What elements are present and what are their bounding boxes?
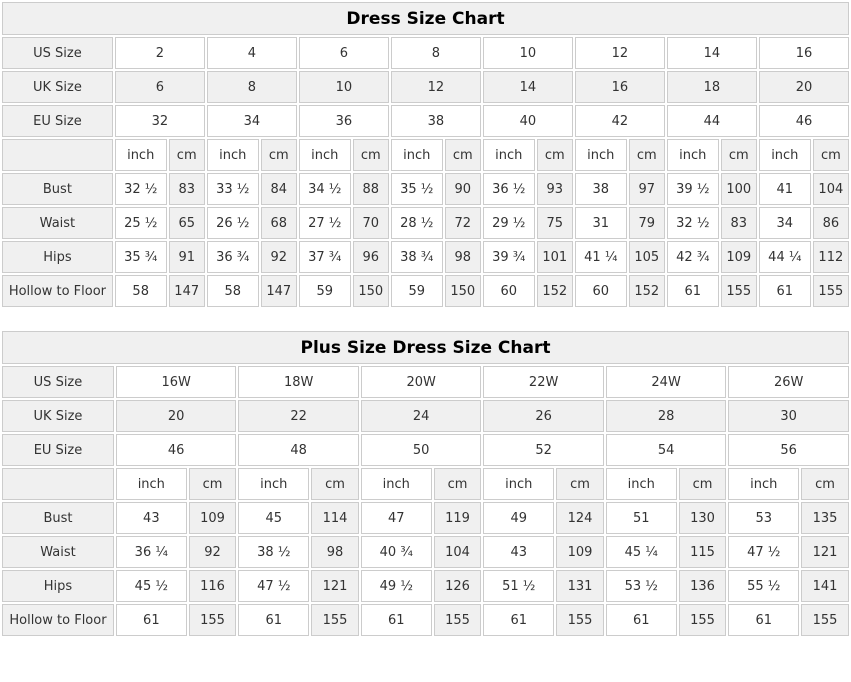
measurement-cm-cell: 116 bbox=[189, 570, 237, 602]
size-value-cell: 14 bbox=[667, 37, 757, 69]
row-label: Waist bbox=[2, 536, 114, 568]
measurement-cm-cell: 96 bbox=[353, 241, 389, 273]
measurement-inch-cell: 53 ½ bbox=[606, 570, 677, 602]
size-conversion-row bbox=[2, 400, 849, 432]
size-value-cell: 20 bbox=[759, 71, 849, 103]
measurement-cm-cell: 130 bbox=[679, 502, 727, 534]
measurement-cm-cell: 131 bbox=[556, 570, 604, 602]
measurement-inch-cell: 61 bbox=[361, 604, 432, 636]
measurement-inch-cell: 40 ¾ bbox=[361, 536, 432, 568]
measurement-cm-cell: 109 bbox=[189, 502, 237, 534]
unit-cm-header: cm bbox=[813, 139, 849, 171]
dress-size-chart-table bbox=[0, 0, 851, 309]
measurement-inch-cell: 36 ¾ bbox=[207, 241, 259, 273]
unit-inch-header: inch bbox=[391, 139, 443, 171]
measurement-cm-cell: 147 bbox=[169, 275, 205, 307]
measurement-cm-cell: 141 bbox=[801, 570, 849, 602]
measurement-inch-cell: 34 ½ bbox=[299, 173, 351, 205]
measurement-inch-cell: 49 ½ bbox=[361, 570, 432, 602]
size-value-cell: 16W bbox=[116, 366, 236, 398]
measurement-inch-cell: 36 ¼ bbox=[116, 536, 187, 568]
measurement-inch-cell: 35 ½ bbox=[391, 173, 443, 205]
measurement-inch-cell: 61 bbox=[728, 604, 799, 636]
measurement-inch-cell: 43 bbox=[116, 502, 187, 534]
size-value-cell: 2 bbox=[115, 37, 205, 69]
unit-header-row bbox=[2, 468, 849, 500]
row-label: Hollow to Floor bbox=[2, 604, 114, 636]
measurement-cm-cell: 155 bbox=[813, 275, 849, 307]
measurement-cm-cell: 91 bbox=[169, 241, 205, 273]
measurement-cm-cell: 155 bbox=[311, 604, 359, 636]
measurement-cm-cell: 155 bbox=[679, 604, 727, 636]
measurement-cm-cell: 115 bbox=[679, 536, 727, 568]
size-value-cell: 56 bbox=[728, 434, 849, 466]
size-value-cell: 28 bbox=[606, 400, 726, 432]
measurement-inch-cell: 28 ½ bbox=[391, 207, 443, 239]
measurement-row bbox=[2, 207, 849, 239]
measurement-cm-cell: 121 bbox=[801, 536, 849, 568]
size-value-cell: 30 bbox=[728, 400, 849, 432]
measurement-cm-cell: 155 bbox=[189, 604, 237, 636]
size-value-cell: 50 bbox=[361, 434, 481, 466]
size-value-cell: 44 bbox=[667, 105, 757, 137]
unit-header-row bbox=[2, 139, 849, 171]
unit-cm-header: cm bbox=[679, 468, 727, 500]
measurement-inch-cell: 35 ¾ bbox=[115, 241, 167, 273]
measurement-inch-cell: 36 ½ bbox=[483, 173, 535, 205]
measurement-cm-cell: 88 bbox=[353, 173, 389, 205]
size-value-cell: 48 bbox=[238, 434, 358, 466]
size-value-cell: 12 bbox=[391, 71, 481, 103]
size-value-cell: 26 bbox=[483, 400, 603, 432]
measurement-inch-cell: 49 bbox=[483, 502, 554, 534]
row-label: US Size bbox=[2, 366, 114, 398]
measurement-cm-cell: 86 bbox=[813, 207, 849, 239]
measurement-inch-cell: 61 bbox=[116, 604, 187, 636]
measurement-inch-cell: 45 bbox=[238, 502, 309, 534]
measurement-inch-cell: 42 ¾ bbox=[667, 241, 719, 273]
size-value-cell: 14 bbox=[483, 71, 573, 103]
size-value-cell: 10 bbox=[299, 71, 389, 103]
size-value-cell: 16 bbox=[759, 37, 849, 69]
size-conversion-row bbox=[2, 105, 849, 137]
plus-size-dress-size-chart-table bbox=[0, 329, 851, 638]
row-label: Bust bbox=[2, 502, 114, 534]
measurement-inch-cell: 32 ½ bbox=[667, 207, 719, 239]
measurement-cm-cell: 152 bbox=[629, 275, 665, 307]
unit-cm-header: cm bbox=[169, 139, 205, 171]
measurement-inch-cell: 43 bbox=[483, 536, 554, 568]
measurement-cm-cell: 155 bbox=[434, 604, 482, 636]
row-label: Waist bbox=[2, 207, 113, 239]
size-value-cell: 26W bbox=[728, 366, 849, 398]
measurement-cm-cell: 101 bbox=[537, 241, 573, 273]
measurement-inch-cell: 39 ½ bbox=[667, 173, 719, 205]
size-value-cell: 4 bbox=[207, 37, 297, 69]
size-value-cell: 36 bbox=[299, 105, 389, 137]
unit-cm-header: cm bbox=[189, 468, 237, 500]
unit-inch-header: inch bbox=[116, 468, 187, 500]
unit-inch-header: inch bbox=[483, 468, 554, 500]
unit-cm-header: cm bbox=[445, 139, 481, 171]
measurement-cm-cell: 93 bbox=[537, 173, 573, 205]
size-conversion-row bbox=[2, 71, 849, 103]
size-value-cell: 54 bbox=[606, 434, 726, 466]
size-value-cell: 12 bbox=[575, 37, 665, 69]
measurement-cm-cell: 119 bbox=[434, 502, 482, 534]
measurement-row bbox=[2, 173, 849, 205]
size-value-cell: 34 bbox=[207, 105, 297, 137]
measurement-inch-cell: 39 ¾ bbox=[483, 241, 535, 273]
measurement-inch-cell: 38 bbox=[575, 173, 627, 205]
measurement-cm-cell: 84 bbox=[261, 173, 297, 205]
measurement-cm-cell: 150 bbox=[445, 275, 481, 307]
measurement-inch-cell: 38 ½ bbox=[238, 536, 309, 568]
measurement-inch-cell: 53 bbox=[728, 502, 799, 534]
unit-inch-header: inch bbox=[575, 139, 627, 171]
measurement-cm-cell: 126 bbox=[434, 570, 482, 602]
unit-cm-header: cm bbox=[353, 139, 389, 171]
measurement-inch-cell: 61 bbox=[483, 604, 554, 636]
measurement-inch-cell: 55 ½ bbox=[728, 570, 799, 602]
measurement-cm-cell: 147 bbox=[261, 275, 297, 307]
measurement-cm-cell: 109 bbox=[556, 536, 604, 568]
unit-inch-header: inch bbox=[667, 139, 719, 171]
unit-inch-header: inch bbox=[483, 139, 535, 171]
measurement-cm-cell: 79 bbox=[629, 207, 665, 239]
size-value-cell: 20W bbox=[361, 366, 481, 398]
unit-cm-header: cm bbox=[434, 468, 482, 500]
row-label-empty bbox=[2, 139, 113, 171]
measurement-cm-cell: 109 bbox=[721, 241, 757, 273]
chart-title: Plus Size Dress Size Chart bbox=[2, 331, 849, 364]
size-value-cell: 16 bbox=[575, 71, 665, 103]
size-value-cell: 46 bbox=[116, 434, 236, 466]
size-conversion-row bbox=[2, 434, 849, 466]
size-value-cell: 38 bbox=[391, 105, 481, 137]
unit-inch-header: inch bbox=[728, 468, 799, 500]
measurement-inch-cell: 27 ½ bbox=[299, 207, 351, 239]
measurement-inch-cell: 58 bbox=[207, 275, 259, 307]
size-value-cell: 40 bbox=[483, 105, 573, 137]
size-conversion-row bbox=[2, 366, 849, 398]
row-label-empty bbox=[2, 468, 114, 500]
size-value-cell: 24W bbox=[606, 366, 726, 398]
unit-cm-header: cm bbox=[629, 139, 665, 171]
title-row bbox=[2, 2, 849, 35]
row-label: Hollow to Floor bbox=[2, 275, 113, 307]
size-value-cell: 52 bbox=[483, 434, 603, 466]
measurement-cm-cell: 90 bbox=[445, 173, 481, 205]
row-label: Bust bbox=[2, 173, 113, 205]
measurement-cm-cell: 104 bbox=[434, 536, 482, 568]
measurement-inch-cell: 58 bbox=[115, 275, 167, 307]
row-label: EU Size bbox=[2, 105, 113, 137]
row-label: Hips bbox=[2, 570, 114, 602]
unit-inch-header: inch bbox=[606, 468, 677, 500]
measurement-cm-cell: 72 bbox=[445, 207, 481, 239]
size-value-cell: 6 bbox=[115, 71, 205, 103]
measurement-inch-cell: 45 ½ bbox=[116, 570, 187, 602]
unit-inch-header: inch bbox=[759, 139, 811, 171]
measurement-cm-cell: 98 bbox=[311, 536, 359, 568]
measurement-inch-cell: 61 bbox=[606, 604, 677, 636]
size-value-cell: 18W bbox=[238, 366, 358, 398]
measurement-inch-cell: 33 ½ bbox=[207, 173, 259, 205]
measurement-inch-cell: 60 bbox=[575, 275, 627, 307]
unit-cm-header: cm bbox=[311, 468, 359, 500]
measurement-inch-cell: 61 bbox=[759, 275, 811, 307]
measurement-cm-cell: 114 bbox=[311, 502, 359, 534]
measurement-row bbox=[2, 241, 849, 273]
unit-inch-header: inch bbox=[115, 139, 167, 171]
measurement-cm-cell: 155 bbox=[556, 604, 604, 636]
measurement-inch-cell: 59 bbox=[391, 275, 443, 307]
measurement-cm-cell: 155 bbox=[721, 275, 757, 307]
measurement-cm-cell: 112 bbox=[813, 241, 849, 273]
measurement-cm-cell: 70 bbox=[353, 207, 389, 239]
measurement-row bbox=[2, 604, 849, 636]
size-value-cell: 22 bbox=[238, 400, 358, 432]
measurement-cm-cell: 152 bbox=[537, 275, 573, 307]
size-value-cell: 24 bbox=[361, 400, 481, 432]
measurement-cm-cell: 135 bbox=[801, 502, 849, 534]
measurement-inch-cell: 51 bbox=[606, 502, 677, 534]
measurement-inch-cell: 44 ¼ bbox=[759, 241, 811, 273]
unit-cm-header: cm bbox=[556, 468, 604, 500]
measurement-inch-cell: 31 bbox=[575, 207, 627, 239]
row-label: UK Size bbox=[2, 400, 114, 432]
unit-inch-header: inch bbox=[238, 468, 309, 500]
measurement-inch-cell: 61 bbox=[667, 275, 719, 307]
measurement-cm-cell: 124 bbox=[556, 502, 604, 534]
size-value-cell: 8 bbox=[391, 37, 481, 69]
measurement-cm-cell: 100 bbox=[721, 173, 757, 205]
measurement-row bbox=[2, 275, 849, 307]
measurement-cm-cell: 98 bbox=[445, 241, 481, 273]
size-value-cell: 20 bbox=[116, 400, 236, 432]
unit-cm-header: cm bbox=[261, 139, 297, 171]
measurement-inch-cell: 51 ½ bbox=[483, 570, 554, 602]
measurement-inch-cell: 29 ½ bbox=[483, 207, 535, 239]
measurement-inch-cell: 47 bbox=[361, 502, 432, 534]
row-label: Hips bbox=[2, 241, 113, 273]
measurement-inch-cell: 34 bbox=[759, 207, 811, 239]
measurement-inch-cell: 41 bbox=[759, 173, 811, 205]
measurement-cm-cell: 121 bbox=[311, 570, 359, 602]
unit-inch-header: inch bbox=[299, 139, 351, 171]
measurement-cm-cell: 68 bbox=[261, 207, 297, 239]
size-value-cell: 42 bbox=[575, 105, 665, 137]
size-value-cell: 18 bbox=[667, 71, 757, 103]
row-label: EU Size bbox=[2, 434, 114, 466]
row-label: UK Size bbox=[2, 71, 113, 103]
measurement-cm-cell: 92 bbox=[189, 536, 237, 568]
measurement-inch-cell: 59 bbox=[299, 275, 351, 307]
measurement-inch-cell: 61 bbox=[238, 604, 309, 636]
measurement-cm-cell: 83 bbox=[721, 207, 757, 239]
measurement-inch-cell: 37 ¾ bbox=[299, 241, 351, 273]
measurement-cm-cell: 97 bbox=[629, 173, 665, 205]
row-label: US Size bbox=[2, 37, 113, 69]
size-value-cell: 8 bbox=[207, 71, 297, 103]
measurement-inch-cell: 47 ½ bbox=[728, 536, 799, 568]
unit-cm-header: cm bbox=[801, 468, 849, 500]
measurement-cm-cell: 92 bbox=[261, 241, 297, 273]
size-value-cell: 46 bbox=[759, 105, 849, 137]
chart-title: Dress Size Chart bbox=[2, 2, 849, 35]
size-value-cell: 22W bbox=[483, 366, 603, 398]
measurement-cm-cell: 83 bbox=[169, 173, 205, 205]
title-row bbox=[2, 331, 849, 364]
measurement-inch-cell: 60 bbox=[483, 275, 535, 307]
size-value-cell: 6 bbox=[299, 37, 389, 69]
measurement-cm-cell: 104 bbox=[813, 173, 849, 205]
measurement-inch-cell: 25 ½ bbox=[115, 207, 167, 239]
measurement-inch-cell: 45 ¼ bbox=[606, 536, 677, 568]
unit-cm-header: cm bbox=[721, 139, 757, 171]
measurement-cm-cell: 155 bbox=[801, 604, 849, 636]
unit-inch-header: inch bbox=[207, 139, 259, 171]
measurement-inch-cell: 47 ½ bbox=[238, 570, 309, 602]
measurement-inch-cell: 26 ½ bbox=[207, 207, 259, 239]
measurement-inch-cell: 32 ½ bbox=[115, 173, 167, 205]
measurement-cm-cell: 150 bbox=[353, 275, 389, 307]
measurement-cm-cell: 105 bbox=[629, 241, 665, 273]
measurement-cm-cell: 136 bbox=[679, 570, 727, 602]
measurement-cm-cell: 75 bbox=[537, 207, 573, 239]
measurement-row bbox=[2, 570, 849, 602]
measurement-inch-cell: 38 ¾ bbox=[391, 241, 443, 273]
measurement-row bbox=[2, 536, 849, 568]
size-conversion-row bbox=[2, 37, 849, 69]
measurement-cm-cell: 65 bbox=[169, 207, 205, 239]
size-value-cell: 32 bbox=[115, 105, 205, 137]
measurement-row bbox=[2, 502, 849, 534]
measurement-inch-cell: 41 ¼ bbox=[575, 241, 627, 273]
unit-inch-header: inch bbox=[361, 468, 432, 500]
unit-cm-header: cm bbox=[537, 139, 573, 171]
size-value-cell: 10 bbox=[483, 37, 573, 69]
